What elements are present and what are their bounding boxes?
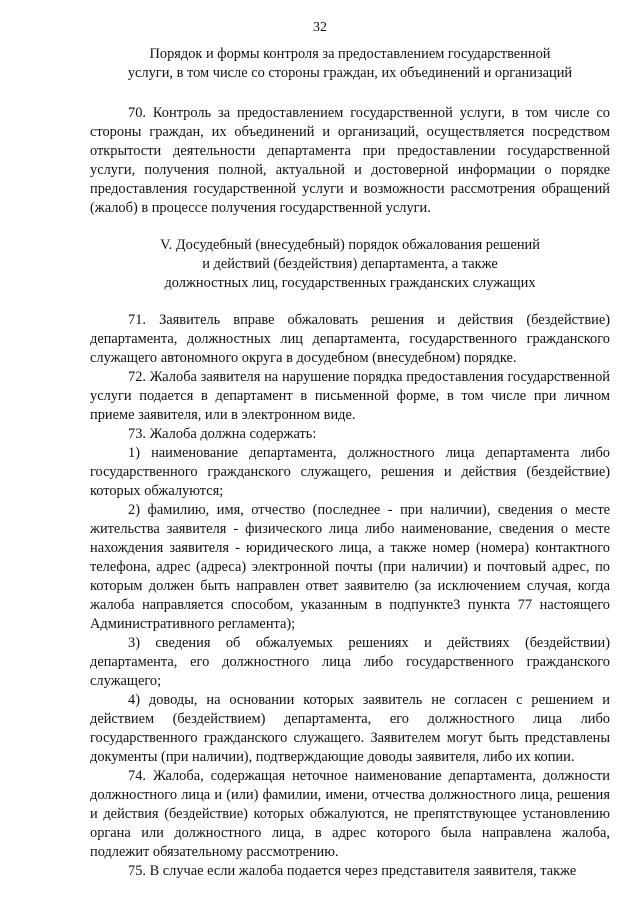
paragraph-73-item-2: 2) фамилию, имя, отчество (последнее - при наличии), сведения о месте жительства заявителя - физического лица либо наименование, сведения о месте нахождения заявителя - юридического лица, а также номер (номера) контактного телефона, адрес (адреса) электронной почты (при наличии) и почтовый адрес, по которым должен быть направлен ответ заявителю (за исключением случая, когда жалоба направляется способом, указанным в подпункте3 пункта 77 настоящего Административного регламента); — [90, 502, 610, 632]
paragraph-74: 74. Жалоба, содержащая неточное наименование департамента, должности должностного лица и (или) фамилии, имени, отчества должностного лица, решения и действия (бездействие) которых обжалуются, не препятствующее установлению органа или должностного лица, в адрес которого была направлена жалоба, подлежит обязательному рассмотрению. — [90, 768, 610, 860]
heading-line: и действий (бездействия) департамента, а также — [202, 256, 498, 272]
page-number: 32 — [313, 20, 327, 35]
section-heading-appeal — [90, 236, 610, 293]
page-content — [90, 45, 610, 881]
paragraph-71: 71. Заявитель вправе обжаловать решения и действия (бездействие) департамента, должностных лиц департамента, государственного гражданского служащего автономного округа в досудебном (внесудебном) порядке. — [90, 312, 610, 366]
paragraph-70: 70. Контроль за предоставлением государственной услуги, в том числе со стороны граждан, их объединений и организаций, осуществляется посредством открытости деятельности департамента при предоставлении государственной услуги, получения полной, актуальной и достоверной информации о порядке предоставления государственной услуги и возможности рассмотрения обращений (жалоб) в процессе получения государственной услуги. — [90, 105, 610, 216]
heading-line: V. Досудебный (внесудебный) порядок обжалования решений — [160, 237, 540, 253]
heading-line: услуги, в том числе со стороны граждан, их объединений и организаций — [127, 65, 573, 81]
paragraph-72: 72. Жалоба заявителя на нарушение порядка предоставления государственной услуги подается в департамент в письменной форме, в том числе при личном приеме заявителя, или в электронном виде. — [90, 369, 610, 423]
paragraph-73: 73. Жалоба должна содержать: — [128, 426, 317, 442]
paragraph-75: 75. В случае если жалоба подается через представителя заявителя, также — [128, 863, 577, 879]
paragraph-73-item-1: 1) наименование департамента, должностного лица департамента либо государственного гражданского служащего, решения и действия (бездействие) которых обжалуются; — [90, 445, 610, 499]
heading-line: должностных лиц, государственных гражданских служащих — [164, 275, 536, 291]
heading-line: Порядок и формы контроля за предоставлением государственной — [149, 46, 551, 62]
paragraph-73-item-3: 3) сведения об обжалуемых решениях и действиях (бездействии) департамента, его должностного лица либо государственного гражданского служащего; — [90, 635, 610, 689]
section-heading-control — [90, 45, 610, 83]
paragraph-73-item-4: 4) доводы, на основании которых заявитель не согласен с решением и действием (бездействием) департамента, его должностного лица либо государственного гражданского служащего. Заявителем могут быть представлены документы (при наличии), подтверждающие доводы заявителя, либо их копии. — [90, 692, 610, 765]
